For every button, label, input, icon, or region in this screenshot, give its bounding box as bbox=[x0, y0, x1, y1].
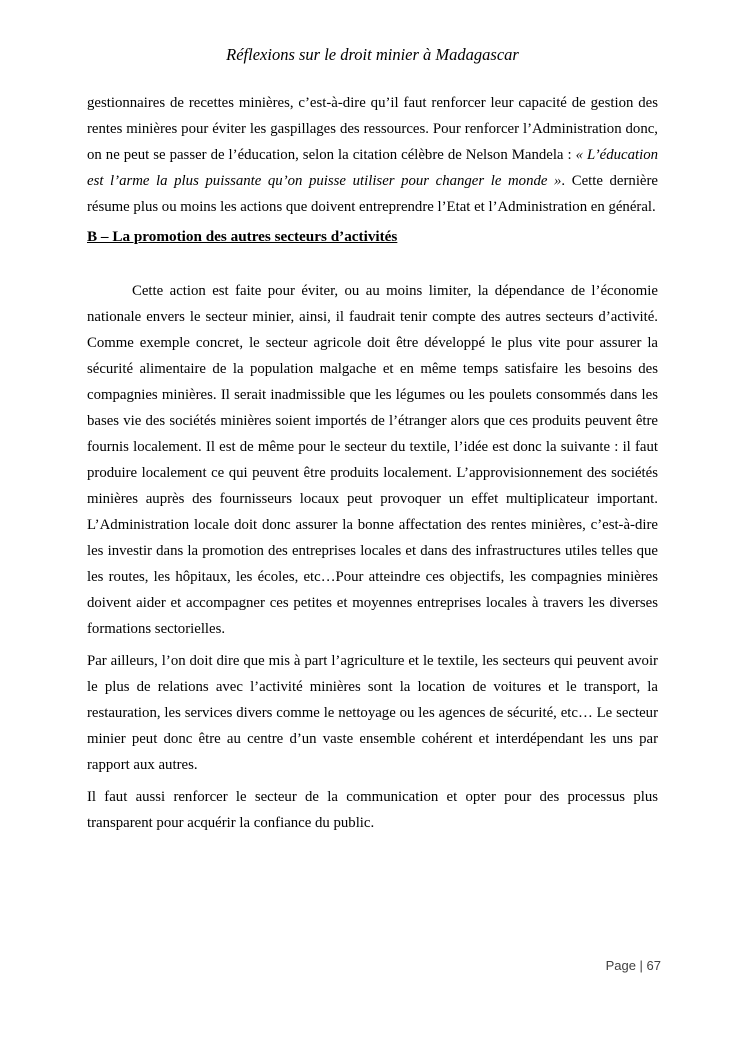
paragraph-4: Il faut aussi renforcer le secteur de la communication et opter pour des processus plus transparent pour acquérir la confiance du public. bbox=[87, 789, 658, 831]
paragraph-1 bbox=[87, 90, 658, 220]
paragraph-1-text-after-quote: . Cette dernière résume plus ou moins les actions que doivent entreprendre l’Etat et l’Administration en général. bbox=[87, 173, 658, 215]
page-number: Page | 67 bbox=[605, 958, 661, 973]
mandela-quote: « L’éducation est l’arme la plus puissante qu’on puisse utiliser pour changer le monde » bbox=[87, 147, 659, 189]
paragraph-1-text-before-quote: gestionnaires de recettes minières, c’est-à-dire qu’il faut renforcer leur capacité de gestion des rentes minières pour éviter les gaspillages des ressources. Pour renforcer l’Administration donc, on ne peut se passer de l’éducation, selon la citation célèbre de Nelson Mandela : bbox=[87, 95, 658, 163]
paragraph-2: Cette action est faite pour éviter, ou au moins limiter, la dépendance de l’économie nationale envers le secteur minier, ainsi, il faudrait tenir compte des autres secteurs d’activité. Comme exemple concret, le secteur agricole doit être développé le plus vite pour assurer la sécurité alimentaire de la population malgache et en même temps satisfaire les besoins des compagnies minières. Il serait inadmissible que les légumes ou les poulets consommés dans les bases vie des sociétés minières soient importés de l’étranger alors que ces produits peuvent être fournis localement. Il est de même pour le secteur du textile, l’idée est donc la suivante : il faut produire localement ce qui peuvent être produits localement. L’approvisionnement des sociétés minières auprès des fournisseurs locaux peut provoquer un effet multiplicateur important. L’Administration locale doit donc assurer la bonne affectation des rentes minières, c’est-à-dire les investir dans la promotion des entreprises locales et dans des infrastructures utiles telles que les routes, les hôpitaux, les écoles, etc…Pour atteindre ces objectifs, les compagnies minières doivent aider et accompagner ces petites et moyennes entreprises locales à travers les diverses formations sectorielles. bbox=[87, 283, 658, 637]
page-footer bbox=[606, 957, 661, 975]
document-header-title: Réflexions sur le droit minier à Madagascar bbox=[226, 45, 519, 64]
section-heading-b: B – La promotion des autres secteurs d’activités bbox=[87, 228, 398, 245]
paragraph-3: Par ailleurs, l’on doit dire que mis à part l’agriculture et le textile, les secteurs qui peuvent avoir le plus de relations avec l’activité minières sont la location de voitures et le transport, la restauration, les services divers comme le nettoyage ou les agences de sécurité, etc… Le secteur minier peut donc être au centre d’un vaste ensemble cohérent et interdépendant les uns par rapport aux autres. bbox=[87, 653, 658, 773]
document-content bbox=[87, 44, 658, 842]
